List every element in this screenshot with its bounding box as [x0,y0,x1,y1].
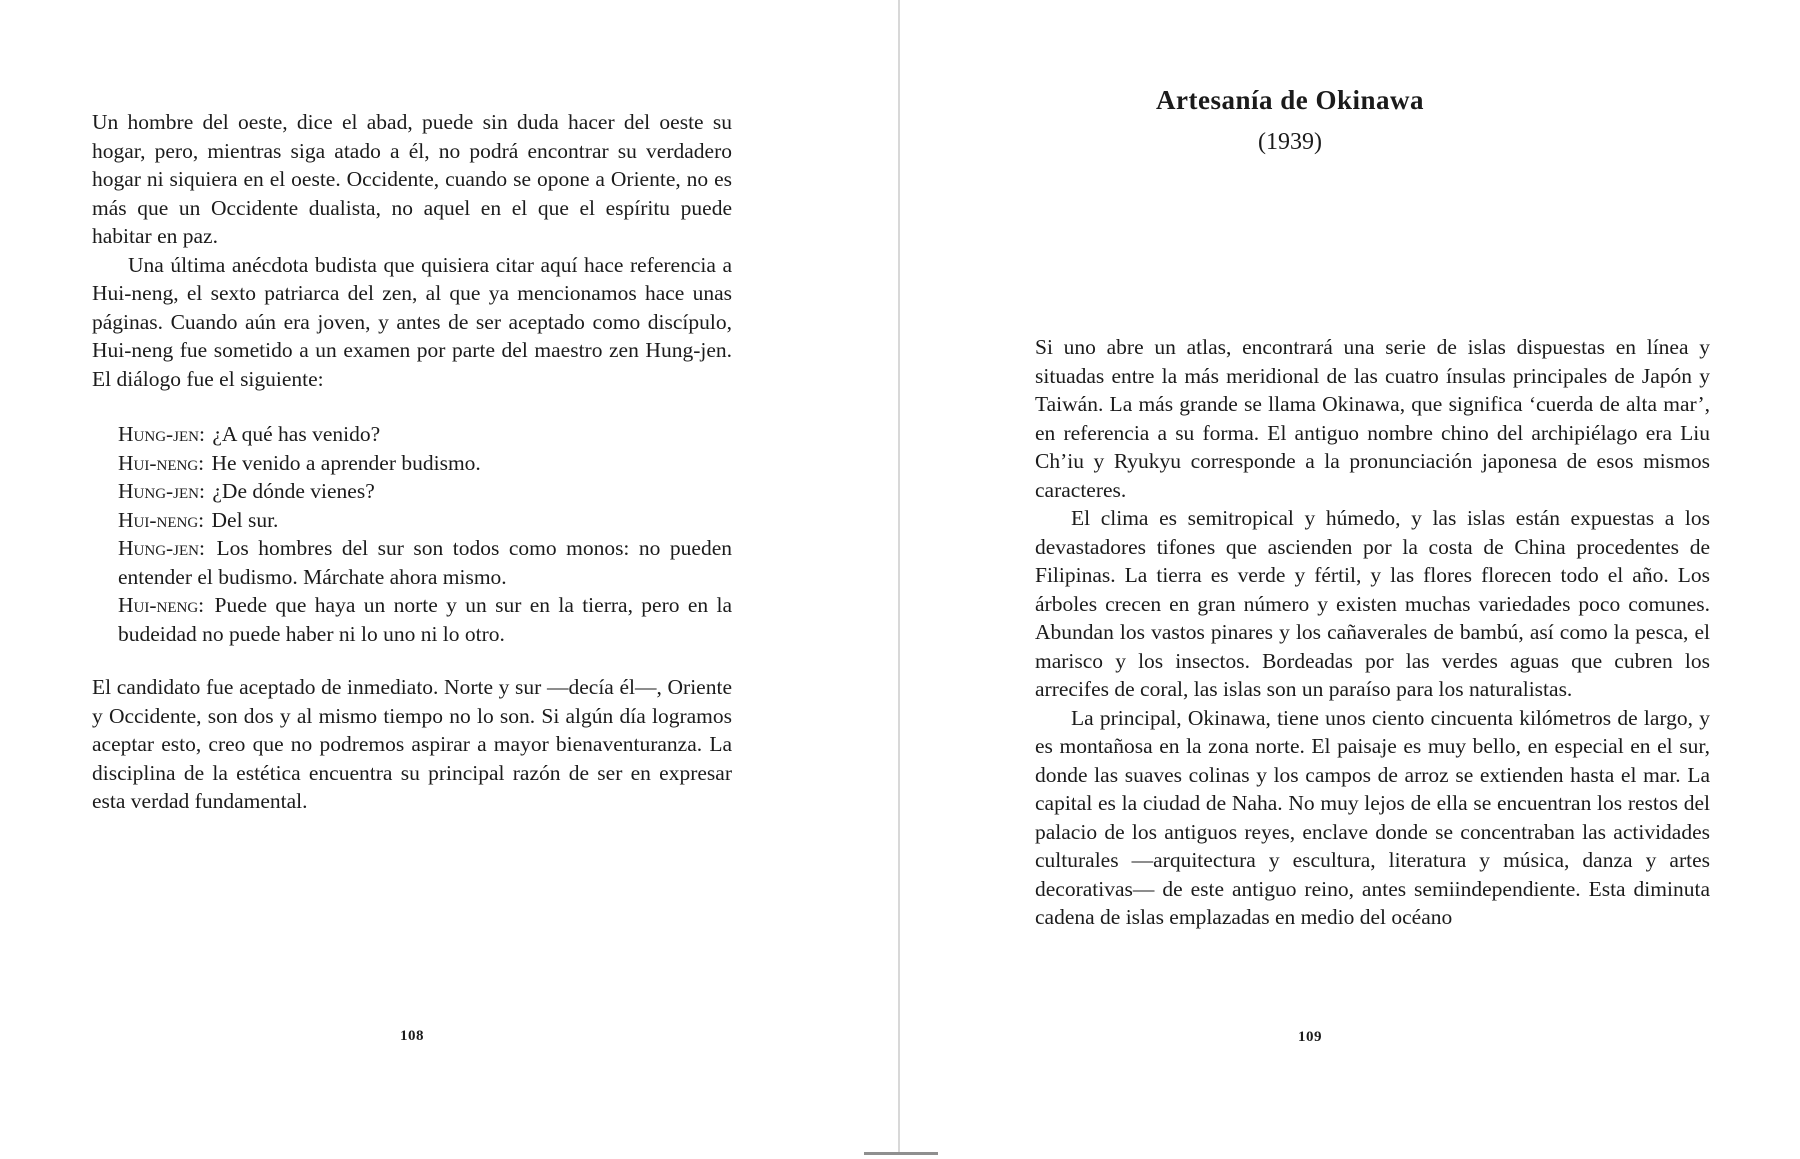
dialogue-text: ¿De dónde vienes? [212,479,375,503]
dialogue-speaker: Hui-neng: [118,450,205,475]
dialogue-line [118,591,732,648]
page-gutter-line [898,0,900,1153]
chapter-year: (1939) [1258,129,1322,155]
page-seam-mark [864,1152,938,1155]
dialogue-speaker: Hung-jen: [118,536,205,560]
chapter-title: Artesanía de Okinawa [1155,85,1425,115]
left-page-text-block [92,108,732,816]
dialogue-text: Puede que haya un norte y un sur en la tierra, pero en la budeidad no puede haber ni lo uno ni lo otro. [118,593,733,646]
dialogue-text: Del sur. [211,507,279,532]
paragraph: Un hombre del oeste, dice el abad, puede sin duda hacer del oeste su hogar, pero, mientras siga atado a él, no podrá encontrar su verdadero hogar ni siquiera en el oeste. Occidente, cuando se opone a Oriente, no es más que un Occidente dualista, no aquel en el que el espíritu puede habitar en paz. [92,110,732,248]
right-page-text-block [1035,333,1710,932]
dialogue-text: He venido a aprender budismo. [211,450,481,475]
dialogue-line [118,449,732,478]
page-number-right: 109 [1298,1029,1322,1045]
dialogue-line [118,420,732,449]
dialogue-line [118,477,732,506]
paragraph: Una última anécdota budista que quisiera citar aquí hace referencia a Hui-neng, el sexto patriarca del zen, al que ya mencionamos hace unas páginas. Cuando aún era joven, y antes de ser aceptado como discípulo, Hui-neng fue sometido a un examen por parte del maestro zen Hung-jen. El diálogo fue el siguiente: [92,252,732,391]
dialogue-line [118,506,732,535]
dialogue-speaker: Hui-neng: [118,507,205,532]
paragraph: Si uno abre un atlas, encontrará una serie de islas dispuestas en línea y situadas entre la más meridional de las cuatro ínsulas principales de Japón y Taiwán. La más grande se llama Okinawa, que significa ‘cuerda de alta mar’, en referencia a su forma. El antiguo nombre chino del archipiélago era Liu Ch’iu y Ryukyu corresponde a la pronunciación japonesa de esos mismos caracteres. [1035,335,1710,502]
paragraph: La principal, Okinawa, tiene unos ciento cincuenta kilómetros de largo, y es montañosa en la zona norte. El paisaje es muy bello, en especial en el sur, donde las suaves colinas y los campos de arroz se extienden hasta el mar. La capital es la ciudad de Naha. No muy lejos de ella se encuentran los restos del palacio de los antiguos reyes, enclave donde se concentraban las actividades culturales —arquitectura y escultura, literatura y música, danza y artes decorativas— de este antiguo reino, antes semiindependiente. Esta diminuta cadena de islas emplazadas en medio del océano [1035,705,1710,929]
dialogue-block [118,420,732,648]
dialogue-text: ¿A qué has venido? [212,422,381,446]
dialogue-speaker: Hui-neng: [118,593,205,617]
dialogue-speaker: Hung-jen: [118,422,205,446]
page-number-left: 108 [400,1028,424,1044]
dialogue-speaker: Hung-jen: [118,479,205,503]
chapter-header [1035,82,1545,157]
paragraph: El clima es semitropical y húmedo, y las islas están expuestas a los devastadores tifones que ascienden por la costa de China procedentes de Filipinas. La tierra es verde y fértil, y las flores florecen todo el año. Los árboles crecen en gran número y existen muchas variedades poco comunes. Abundan los vastos pinares y los cañaverales de bambú, así como la pesca, el marisco y los insectos. Bordeadas por las verdes aguas que cubren los arrecifes de coral, las islas son un paraíso para los naturalistas. [1035,506,1710,701]
dialogue-line [118,534,732,591]
dialogue-text: Los hombres del sur son todos como monos: no pueden entender el budismo. Márchate ahora mismo. [118,536,733,589]
paragraph: El candidato fue aceptado de inmediato. Norte y sur —decía él—, Oriente y Occidente, son dos y al mismo tiempo no lo son. Si algún día logramos aceptar esto, creo que no podremos aspirar a mayor bienaventuranza. La disciplina de la estética encuentra su principal razón de ser en expresar esta verdad fundamental. [92,675,732,813]
